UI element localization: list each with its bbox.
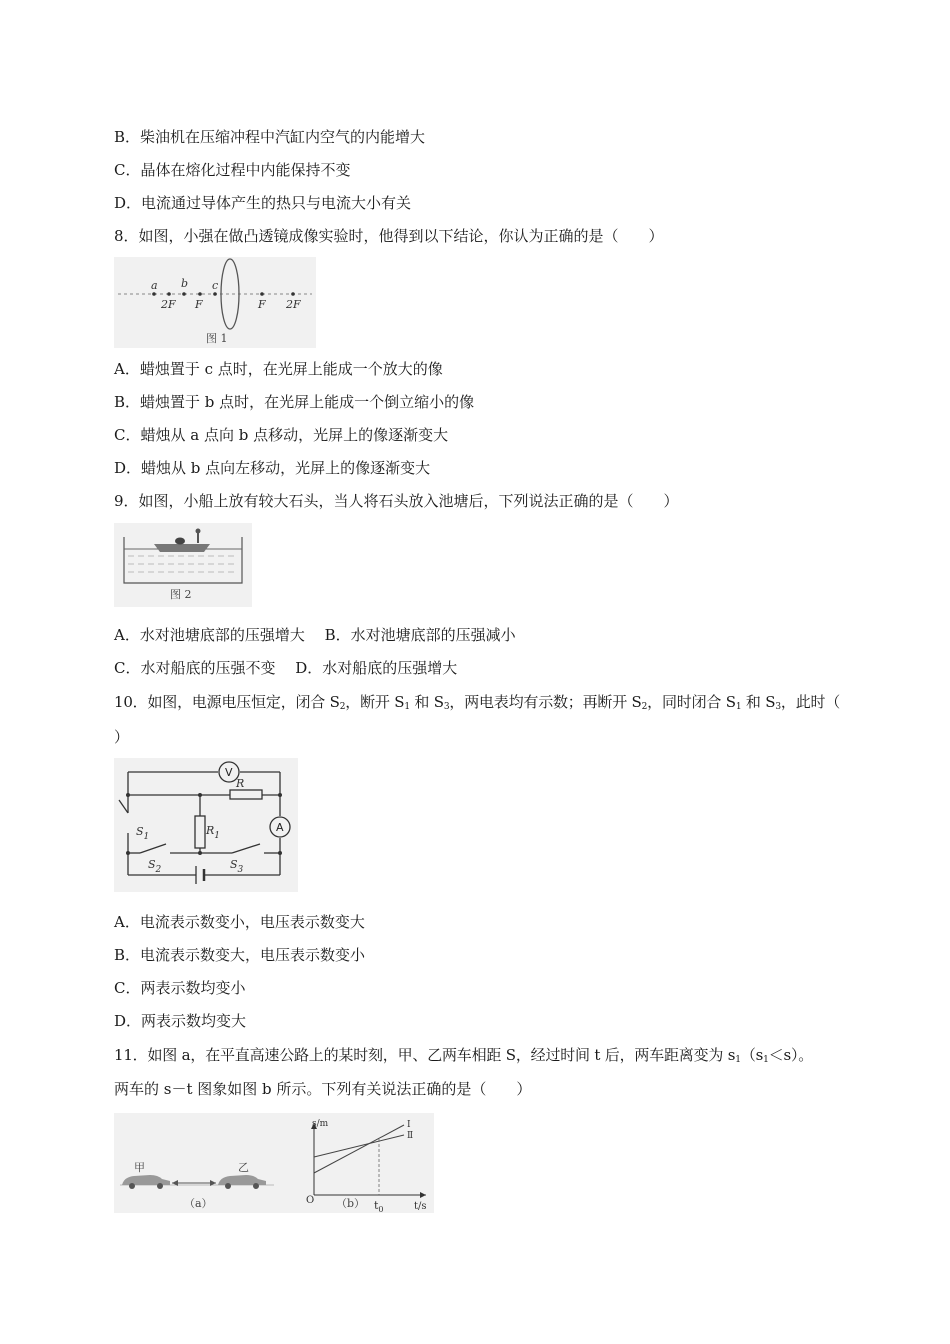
label-2f-left: 2F [161, 298, 176, 311]
q10-option-c: C．两表示数均变小 [114, 979, 246, 997]
car-yi-icon [218, 1175, 266, 1185]
q10-option-d: D．两表示数均变大 [114, 1012, 247, 1030]
q10-option-a: A．电流表示数变小，电压表示数变大 [114, 913, 365, 931]
person-icon [196, 529, 201, 534]
q10-stem: 10．如图，电源电压恒定，闭合 $S_2$，断开 $S_1$ 和 $S_3$，两电表均有示数；再断开 $S_2$，同时闭合 $S_1$ 和 $S_3$，此时（ [114, 693, 841, 712]
q10-option-b: B．电流表示数变大，电压表示数变小 [114, 946, 366, 964]
line-i [314, 1125, 404, 1173]
q9-options-cd: C．水对船底的压强不变 D．水对船底的压强增大 [114, 659, 458, 677]
label-f-right: F [258, 298, 266, 311]
q11-stem-line2: 两车的 s－t 图象如图 b 所示。下列有关说法正确的是（ ） [114, 1080, 532, 1098]
y-axis-label: s/m [312, 1119, 329, 1129]
switch-s2-label: $S_2$ [148, 858, 162, 875]
t0-label: $t_0$ [374, 1199, 384, 1213]
x-axis-label: t/s [414, 1201, 427, 1212]
switch-s3-label: $S_3$ [230, 858, 244, 875]
q7-option-b: B．柴油机在压缩冲程中汽缸内空气的内能增大 [114, 128, 426, 146]
q8-stem: 8．如图，小强在做凸透镜成像实验时，他得到以下结论，你认为正确的是（ ） [114, 227, 664, 245]
switch-s1-label: $S_1$ [136, 825, 150, 842]
boat-icon [154, 544, 210, 552]
origin-label: O [306, 1195, 315, 1206]
point-b: b [181, 277, 189, 290]
line-i-label: Ⅰ [407, 1120, 411, 1130]
q7-option-d: D．电流通过导体产生的热只与电流大小有关 [114, 194, 412, 212]
line-ii [314, 1135, 404, 1157]
ammeter-icon: A [276, 821, 284, 834]
resistor-r-label: R [236, 777, 245, 790]
stone-icon [175, 538, 185, 545]
cars-st-figure [114, 1113, 434, 1213]
point-a: a [151, 279, 158, 292]
car-jia-icon [122, 1175, 170, 1185]
label-f-left: F [195, 298, 203, 311]
q8-option-a: A．蜡烛置于 c 点时，在光屏上能成一个放大的像 [114, 360, 443, 378]
car-jia-label: 甲 [134, 1161, 145, 1174]
q8-option-b: B．蜡烛置于 b 点时，在光屏上能成一个倒立缩小的像 [114, 393, 475, 411]
resistor-r1-label: $R_1$ [206, 824, 221, 841]
point-c: c [212, 279, 219, 292]
figure-a-caption: （a） [184, 1197, 213, 1210]
circuit-figure [114, 758, 298, 892]
line-ii-label: Ⅱ [407, 1131, 414, 1141]
voltmeter-icon: V [225, 766, 233, 779]
q8-option-d: D．蜡烛从 b 点向左移动，光屏上的像逐渐变大 [114, 459, 431, 477]
figure-b-caption: （b） [336, 1197, 366, 1210]
figure-2-caption: 图 2 [170, 588, 192, 601]
q11-stem: 11．如图 a，在平直高速公路上的某时刻，甲、乙两车相距 S，经过时间 t 后，两车距离变为 $s_1(s_1<s)$。 [114, 1046, 814, 1065]
q7-option-c: C．晶体在熔化过程中内能保持不变 [114, 161, 351, 179]
car-yi-label: 乙 [238, 1161, 249, 1174]
boat-pond-figure [114, 523, 252, 607]
q9-options-ab: A．水对池塘底部的压强增大 B．水对池塘底部的压强减小 [114, 626, 516, 644]
figure-1-caption: 图 1 [206, 332, 228, 345]
q8-option-c: C．蜡烛从 a 点向 b 点移动，光屏上的像逐渐变大 [114, 426, 449, 444]
lens-figure [114, 257, 316, 348]
q10-stem-close: ） [114, 728, 130, 746]
q9-stem: 9．如图，小船上放有较大石头，当人将石头放入池塘后，下列说法正确的是（ ） [114, 492, 679, 510]
label-2f-right: 2F [286, 298, 301, 311]
